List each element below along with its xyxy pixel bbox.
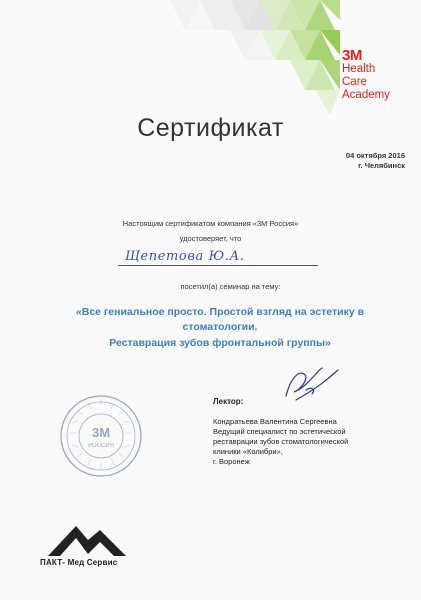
lector-label: Лектор:: [213, 397, 244, 406]
brand-line-health: Health: [342, 63, 376, 75]
brand-line-care: Care: [342, 76, 367, 88]
certificate-city: г. Челябинск: [358, 161, 405, 170]
brand-line-academy: Academy: [342, 89, 390, 101]
lector-title-line-1: Ведущий специалист по эстетической: [213, 427, 346, 436]
certificate-date: 04 октября 2016: [345, 151, 405, 160]
attendee-underline: [118, 265, 318, 266]
lector-title-line-2: реставрации зубов стоматологической: [213, 437, 349, 446]
stamp-center-logo: 3M: [91, 425, 111, 440]
company-stamp: [58, 393, 144, 479]
lector-name: Кондратьева Валентина Сергеевна: [213, 417, 337, 426]
topic-line-3: Реставрация зубов фронтальной группы»: [109, 337, 331, 349]
brand-3m-logo: 3M: [342, 47, 362, 64]
stamp-center-text: РОССИЯ: [88, 443, 114, 449]
statement-line-2: удостоверяет, что: [179, 234, 242, 243]
topic-line-1: «Все гениальное просто. Простой взгляд на эстетику в: [75, 306, 365, 318]
topic-line-2: стоматологии.: [182, 321, 258, 333]
lector-details: [213, 417, 408, 467]
statement-line-1: Настоящим сертификатом компания «3М Россия»: [122, 219, 299, 228]
certificate-title: Сертификат: [137, 114, 284, 142]
lector-signature: [276, 360, 346, 406]
attendee-name-handwritten: Щепетова Ю.А.: [125, 249, 245, 264]
lector-title-line-3: клиники «Колибри»,: [213, 447, 283, 456]
certificate-date-block: [245, 151, 405, 171]
decorative-triangles: [0, 0, 340, 120]
lector-city: г. Воронеж: [213, 457, 250, 466]
pakt-med-service-logo-icon: [48, 520, 126, 556]
statement-line-3: посетил(а) семинар на тему:: [180, 282, 281, 291]
partner-name: ПАКТ- Мед Сервис: [40, 558, 118, 567]
